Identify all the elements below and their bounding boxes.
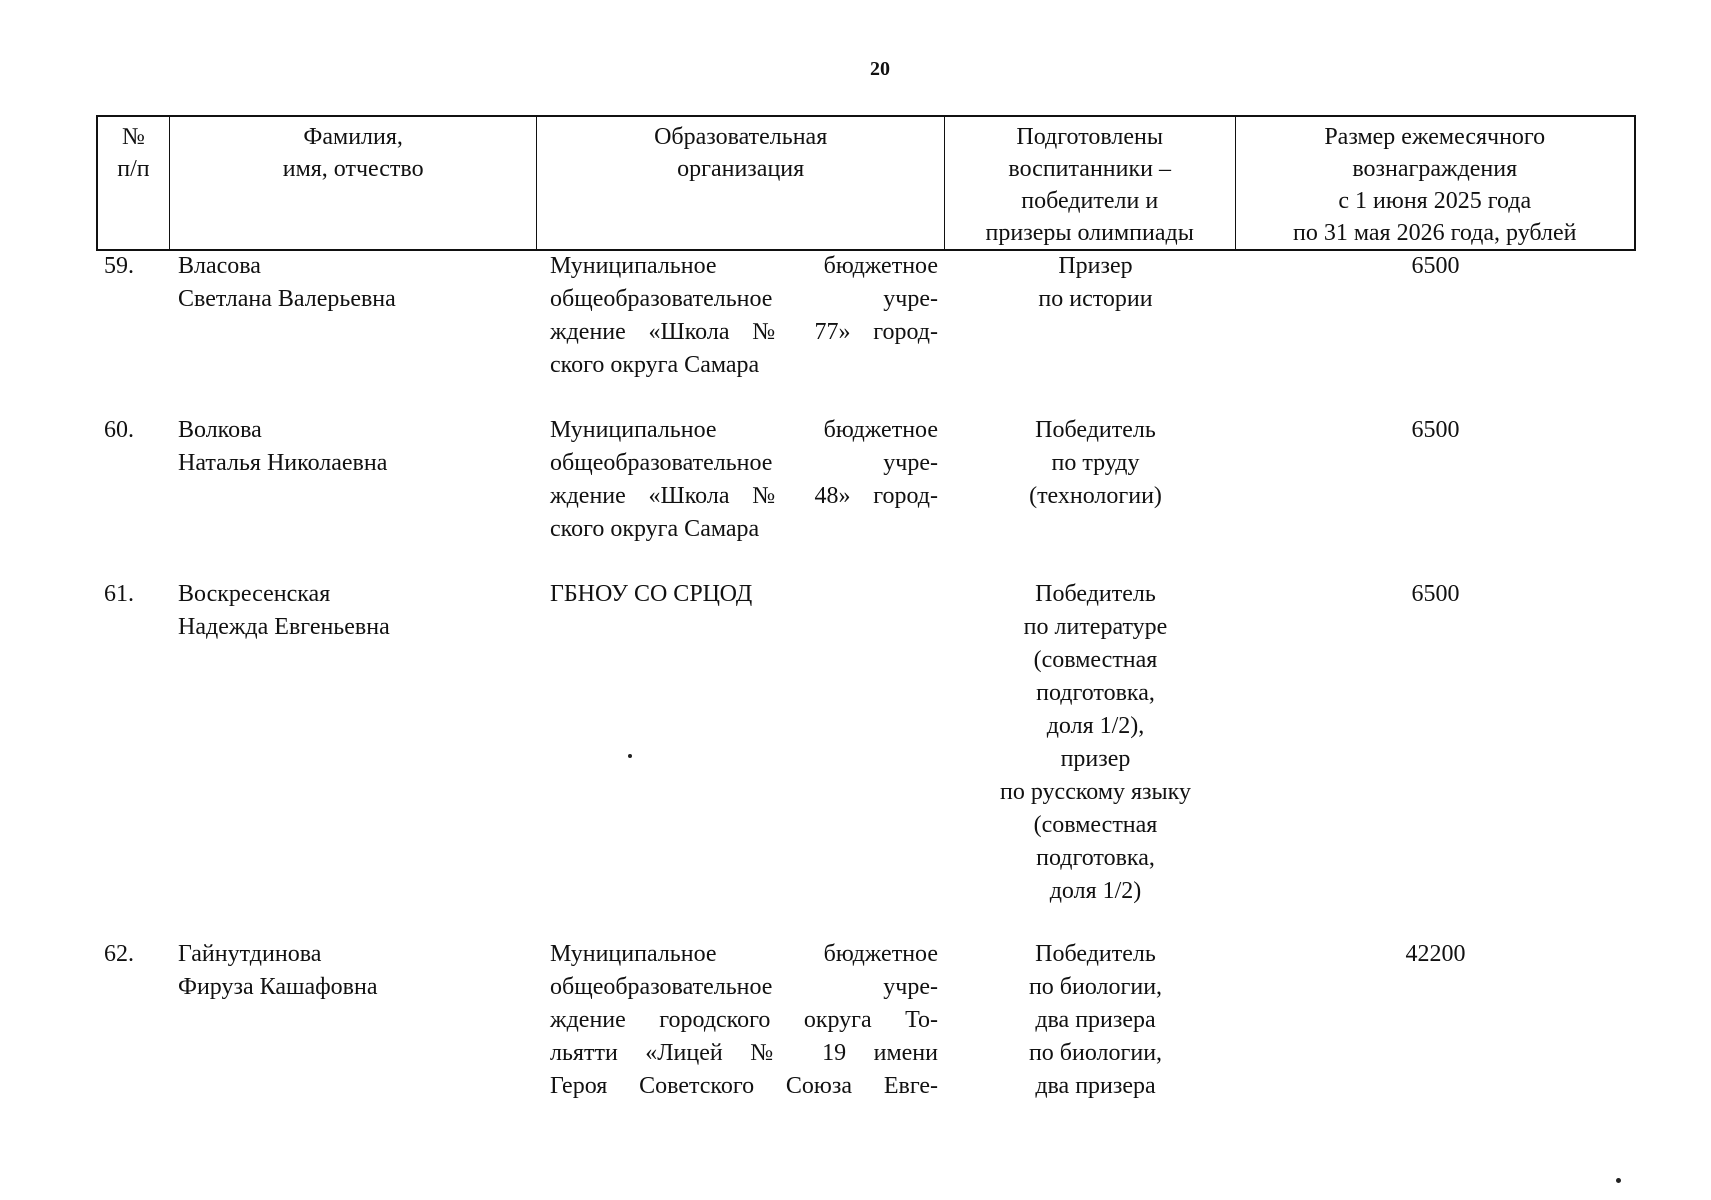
org-line: Муниципальное бюджетное — [550, 941, 938, 967]
org-line: общеобразовательное учре- — [550, 286, 938, 312]
row-name: Воскресенская Надежда Евгеньевна — [178, 581, 390, 640]
scan-speck — [1616, 1178, 1621, 1183]
header-monthly-reward: Размер ежемесячного вознаграждения с 1 июня 2025 года по 31 мая 2026 года, рублей — [1293, 124, 1577, 246]
org-line: ждение городского округа То- — [550, 1007, 938, 1033]
row-achievement: Победитель по труду (технологии) — [1029, 417, 1162, 509]
row-organization — [550, 938, 938, 1103]
org-line: ского округа Самара — [550, 352, 760, 378]
row-name: Власова Светлана Валерьевна — [178, 253, 396, 312]
org-line: ского округа Самара — [550, 516, 760, 542]
row-amount: 42200 — [1405, 941, 1466, 967]
header-organization: Образовательная организация — [537, 117, 944, 249]
org-line: льятти «Лицей № 19 имени — [550, 1040, 938, 1066]
row-name: Гайнутдинова Фируза Кашафовна — [178, 941, 378, 1000]
row-organization — [550, 250, 938, 382]
org-line: Муниципальное бюджетное — [550, 417, 938, 443]
header-number: № п/п — [98, 117, 170, 249]
row-achievement: Победитель по биологии, два призера по биологии, два призера — [1028, 941, 1163, 1099]
row-number: 61. — [104, 581, 134, 607]
org-line: ждение «Школа № 48» город- — [550, 483, 938, 509]
row-amount: 6500 — [1411, 417, 1460, 443]
scan-speck — [628, 754, 632, 758]
org-line: общеобразовательное учре- — [550, 974, 938, 1000]
org-line: Муниципальное бюджетное — [550, 253, 938, 279]
org-line: Героя Советского Союза Евге- — [550, 1073, 938, 1099]
row-name: Волкова Наталья Николаевна — [178, 417, 388, 476]
header-full-name: Фамилия, имя, отчество — [170, 117, 538, 249]
row-organization — [550, 414, 938, 546]
row-achievement: Победитель по литературе (совместная подготовка, доля 1/2), призер по русскому языку (совместная подготовка, доля 1/2) — [1000, 581, 1191, 904]
row-number: 62. — [104, 941, 134, 967]
header-olympiad-winners: Подготовлены воспитанники – победители и призеры олимпиады — [945, 117, 1236, 249]
org-line: ждение «Школа № 77» город- — [550, 319, 938, 345]
row-amount: 6500 — [1411, 581, 1460, 607]
row-number: 59. — [104, 253, 134, 279]
org-line: общеобразовательное учре- — [550, 450, 938, 476]
org-line: ГБНОУ СО СРЦОД — [550, 581, 753, 607]
row-organization — [550, 578, 938, 611]
page-number: 20 — [870, 58, 890, 80]
table-header — [96, 115, 1636, 251]
row-number: 60. — [104, 417, 134, 443]
row-achievement: Призер по истории — [1038, 253, 1153, 312]
row-amount: 6500 — [1411, 253, 1460, 279]
